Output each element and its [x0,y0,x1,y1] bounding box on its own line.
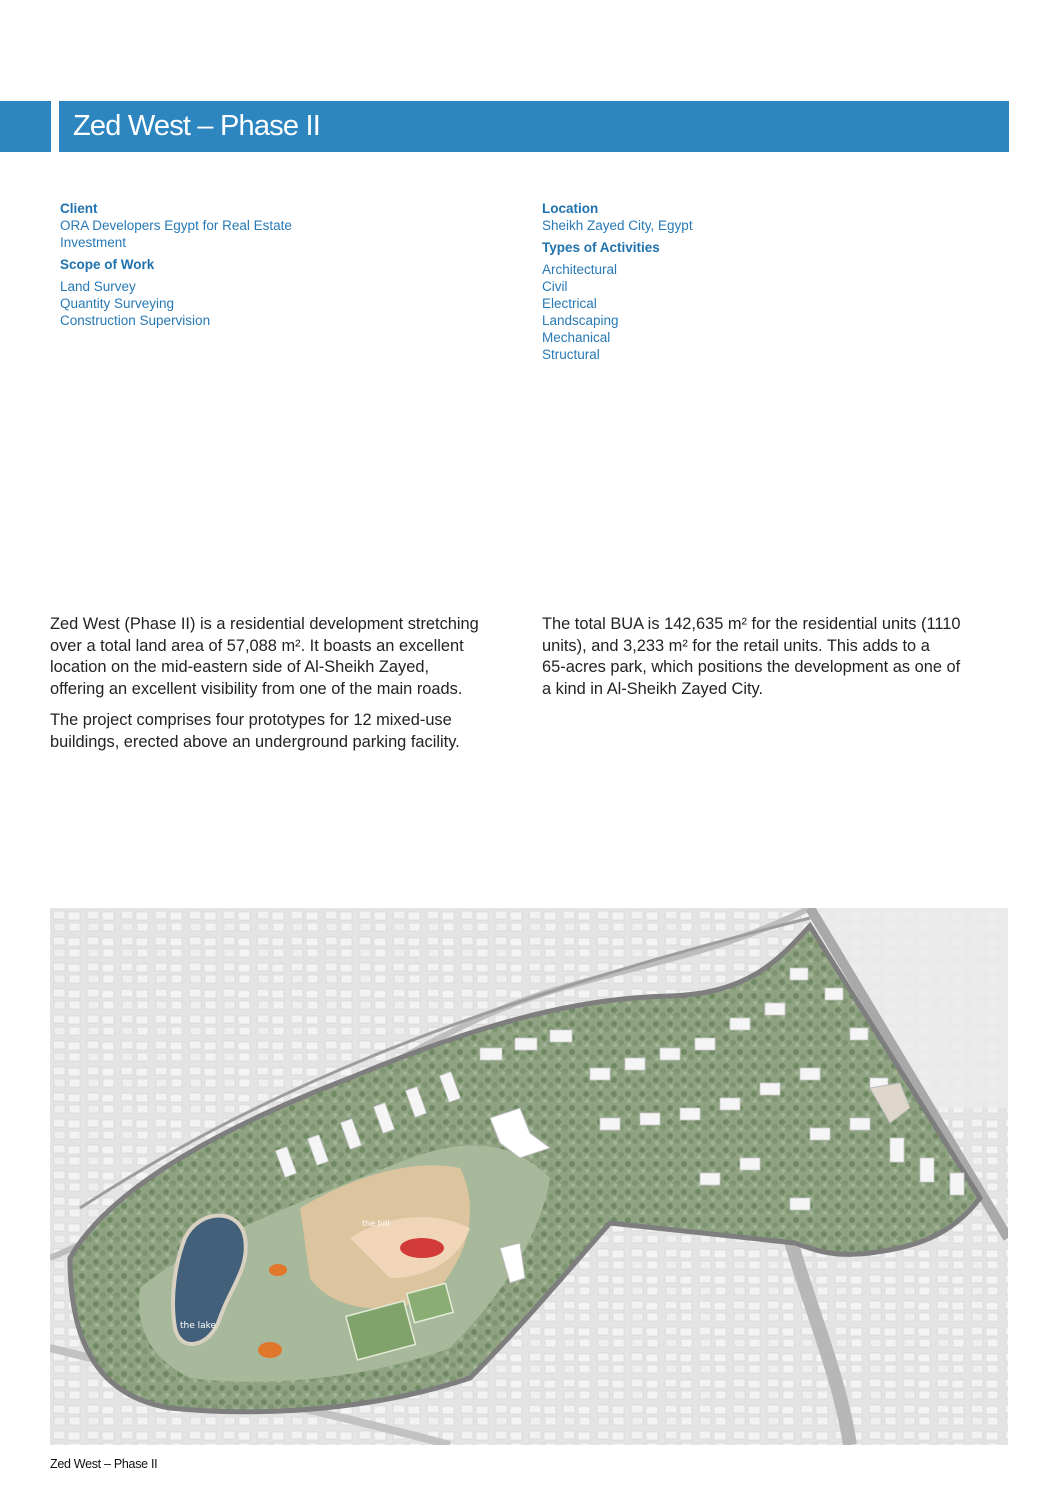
text-line: Zed West (Phase II) is a residential development stretching [50,615,479,633]
text-line: units), and 3,233 m² for the retail units. This adds to a [542,636,930,655]
activity-item: Civil [542,279,568,294]
project-details-right [542,200,962,363]
page-title: Zed West – Phase II [73,110,321,142]
activity-item: Mechanical [542,330,611,345]
location-value: Sheikh Zayed City, Egypt [542,218,693,233]
masterplan-illustration [50,908,1008,1445]
text-line: offering an excellent visibility from one of the main roads. [50,679,463,698]
location-label: Location [542,201,599,216]
description-paragraph [542,614,1010,700]
activities-label: Types of Activities [542,240,660,255]
description-right [542,614,1010,710]
text-line: buildings, erected above an underground parking facility. [50,732,460,751]
client-label: Client [60,201,98,216]
activity-item: Structural [542,347,600,362]
client-value-line: ORA Developers Egypt for Real Estate [60,218,292,233]
site-masterplan-image [50,908,1008,1445]
client-value-line: Investment [60,235,127,250]
activity-item: Architectural [542,262,618,277]
scope-label: Scope of Work [60,257,155,272]
text-line: 65-acres park, which positions the development as one of [542,658,961,677]
scope-item: Construction Supervision [60,313,211,328]
description-paragraph [50,710,518,753]
activity-item: Landscaping [542,313,619,328]
text-line: a kind in Al-Sheikh Zayed City. [542,679,764,698]
description-left [50,614,518,764]
description-paragraph [50,614,518,700]
text-line: The total BUA is 142,635 m² for the residential units (1110 [542,615,961,633]
text-line: over a total land area of 57,088 m². It boasts an excellent [50,636,464,655]
header-accent-tab [0,101,51,152]
activity-item: Electrical [542,296,597,311]
scope-item: Land Survey [60,279,136,294]
project-details-left [60,200,480,329]
text-line: location on the mid-eastern side of Al-Sheikh Zayed, [50,658,430,677]
hill-label: the hill [362,1219,390,1228]
lake-label: the lake [180,1321,217,1331]
scope-item: Quantity Surveying [60,296,175,311]
title-banner [59,101,1009,152]
text-line: The project comprises four prototypes for 12 mixed-use [50,711,452,730]
image-caption: Zed West – Phase II [50,1457,158,1471]
feature-red [400,1238,444,1258]
